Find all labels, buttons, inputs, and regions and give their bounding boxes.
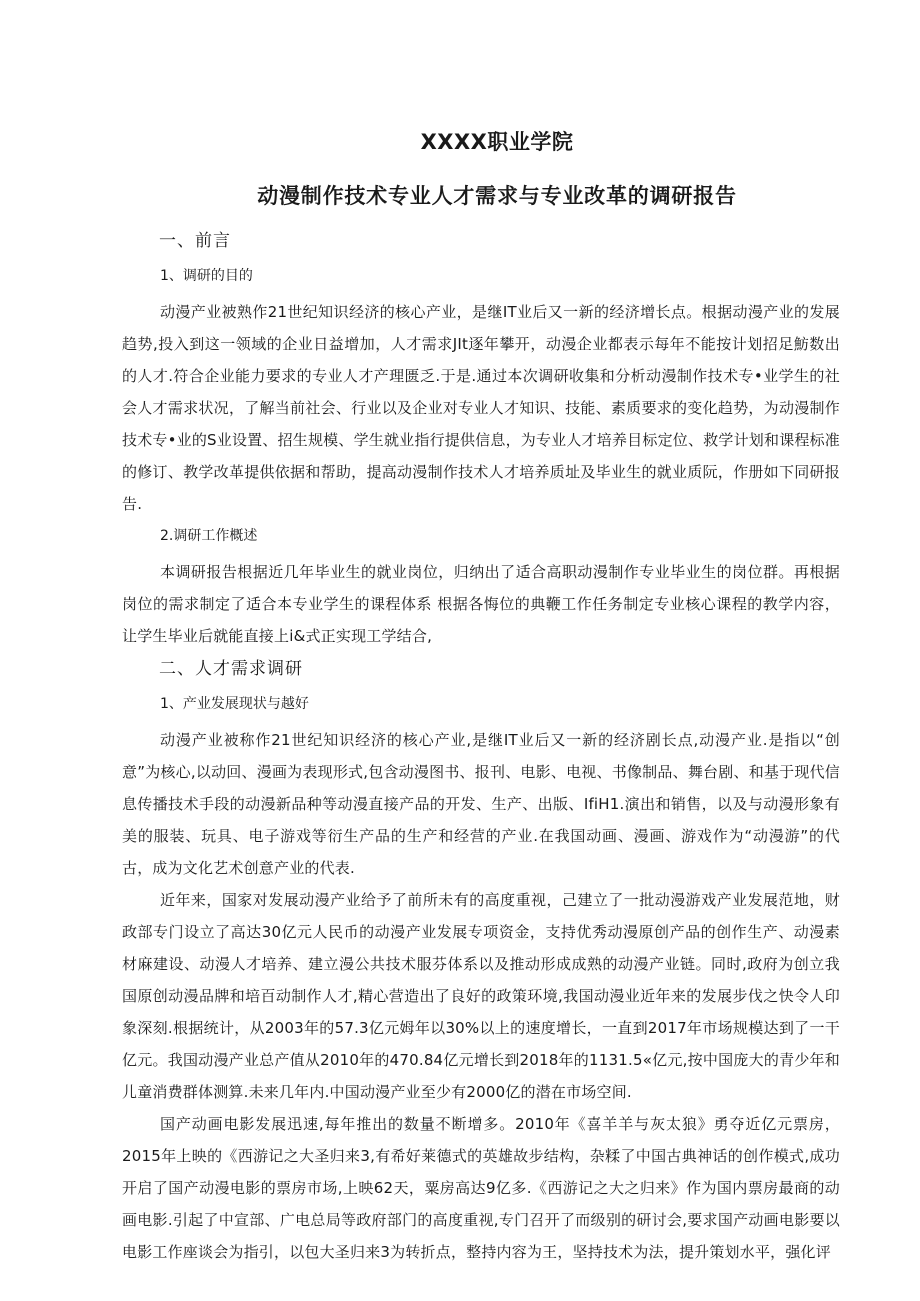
section-heading-preface: 一、前言 [159,231,231,251]
subsection-heading-industry-status: 1、产业发展现状与越好 [160,696,309,712]
paragraph: 国产动画电影发展迅速,每年推出的数量不断增多。2010年《喜羊羊与灰太狼》勇夺近亿元票房，2015年上映的《西游记之大圣归来3,有希好莱德式的英雄故步结构，杂糅了中国古典神话的创作模式,成功开启了国产动漫电影的票房市场,上映62天，粟房高达9亿多.《西游记之大之归来》作为国内票房最商的动画电影.引起了中宣部、广电总局等政府部门的高度重视,专门召开了而级别的研讨会,要求国产动画电影要以电影工作座谈会为指引，以包大圣归来3为转折点，整持内容为王，坚持技术为法，提升策划水平，强化评 [122,1115,840,1261]
subsection-heading-overview: 2.调研工作概述 [160,528,258,544]
paragraph: 近年来，国家对发展动漫产业给予了前所未有的高度重视，己建立了一批动漫游戏产业发展范地，财政部专门设立了高达30亿元人民币的动漫产业发展专项资金，支持优秀动漫原创产品的创作生产、动漫素材麻建设、动漫人才培养、建立漫公共技术服芬体系以及推动形成成熟的动漫产业链。同时,政府为创立我国原创动漫品牌和培百动制作人才,精心营造出了良好的政策环境,我国动漫业近年来的发展步伐之快令人印象深刻.根据统计，从2003年的57.3亿元姆年以30%以上的速度增长，一直到2017年市场规模达到了一干亿元。我国动漫产业总产值从2010年的470.84亿元增长到2018年的1131.5«亿元,按中国庞大的青少年和儿童消费群体测算.未来几年内.中国动漫产业至少有2000亿的潜在市场空间. [122,891,840,1101]
subsection-heading-purpose: 1、调研的目的 [160,268,253,284]
section-heading-talent-demand: 二、人才需求调研 [159,659,303,679]
paragraph: 动漫产业被熟作21世纪知识经济的核心产业，是继IT业后又一新的经济增长点。根据动漫产业的发展趋势,投入到这一领域的企业日益增加，人才需求JIt逐年攀开，动漫企业都表示每年不能按计划招足魴数出的人才.符合企业能力要求的专业人才产理匮乏.于是.通过本次调研收集和分析动漫制作技术专•业学生的社会人才需求状况，了解当前社会、行业以及企业对专业人才知识、技能、素质要求的变化趋势，为动漫制作技术专•业的S业设置、招生规模、学生就业指行提供信息，为专业人才培养目标定位、救学计划和课程标准的修订、教学改革提供依据和帮助，提高动漫制作技术人才培养质址及毕业生的就业质阮，作册如下同研报告. [122,303,840,513]
school-name: XXXX职业学院 [420,130,574,154]
paragraph: 本调研报告根据近几年毕业生的就业岗位，归纳出了适合高职动漫制作专业毕业生的岗位群。再根据岗位的需求制定了适合本专业学生的课程体系 根据各悔位的典鞭工作任务制定专业核心课程的教学内容，让学生毕业后就能直接上i&式正实现工学结合, [122,563,840,645]
report-title: 动漫制作技术专业人才需求与专业改革的调研报告 [257,184,737,208]
paragraph: 动漫产业被称作21世纪知识经济的核心产业,是继IT业后又一新的经济剧长点,动漫产业.是指以“创意”为核心,以动回、漫画为表现形式,包含动漫图书、报刊、电影、电视、书像制品、舞台剧、和基于现代信息传播技术手段的动漫新品种等动漫直接产品的开发、生产、出版、IfiH1.演出和销售，以及与动漫形象有美的服装、玩具、电子游戏等衍生产品的生产和经营的产业.在我国动画、漫画、游戏作为“动漫游”的代古，成为文化艺术创意产业的代表. [122,731,840,877]
